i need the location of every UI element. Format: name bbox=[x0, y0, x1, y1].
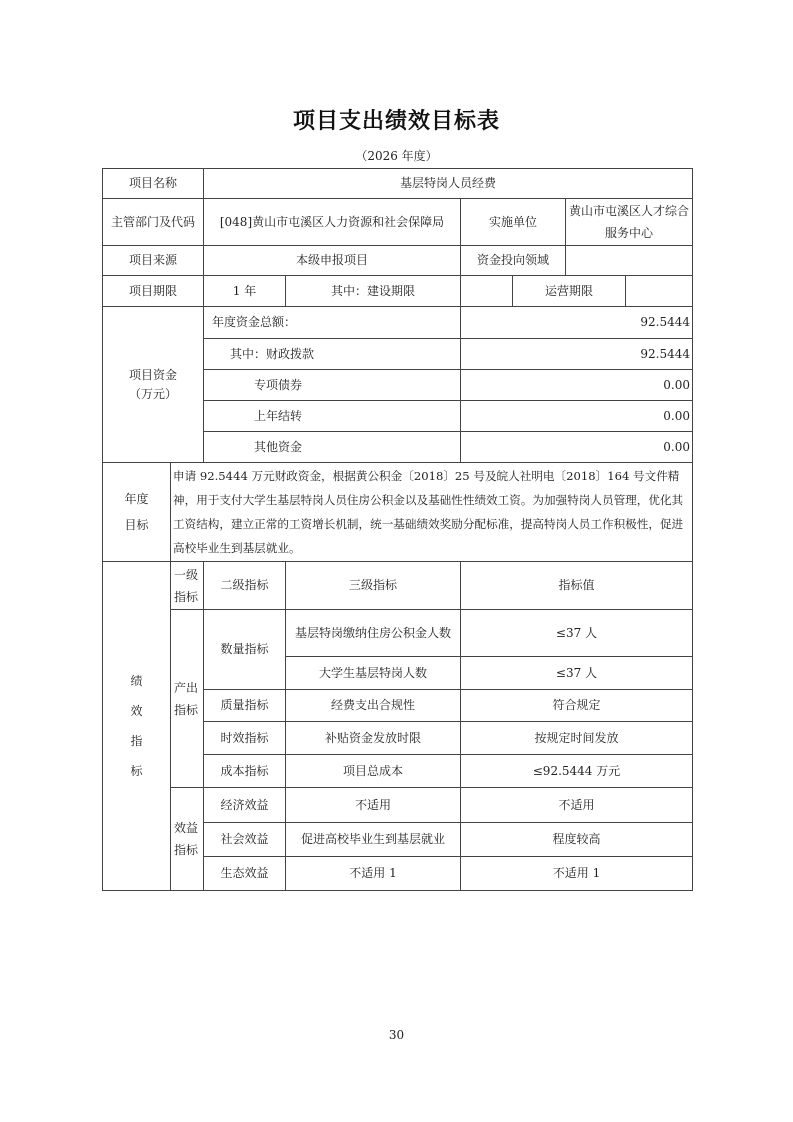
dept-label: 主管部门及代码 bbox=[103, 199, 204, 246]
period-label: 项目期限 bbox=[103, 276, 204, 307]
level3: 补贴资金发放时限 bbox=[286, 722, 461, 755]
header-value: 指标值 bbox=[461, 562, 693, 610]
performance-table bbox=[102, 168, 693, 891]
header-level1: 一级指标 bbox=[171, 562, 204, 610]
indicator-value: 符合规定 bbox=[461, 690, 693, 722]
goal-label-1: 年度 bbox=[124, 492, 149, 506]
row-project-name bbox=[103, 169, 693, 199]
level2: 时效指标 bbox=[204, 722, 286, 755]
level3: 促进高校毕业生到基层就业 bbox=[286, 823, 461, 857]
indicators-label-char: 绩 bbox=[130, 674, 143, 688]
build-value bbox=[461, 276, 513, 307]
row-goal bbox=[103, 463, 693, 562]
indicators-label-char: 效 bbox=[130, 704, 143, 718]
indicator-header-row bbox=[103, 562, 693, 610]
source-label: 项目来源 bbox=[103, 246, 204, 276]
indicator-value: ≤37 人 bbox=[461, 657, 693, 690]
indicator-value: 程度较高 bbox=[461, 823, 693, 857]
indicator-row bbox=[103, 610, 693, 657]
level3: 大学生基层特岗人数 bbox=[286, 657, 461, 690]
indicators-label-char: 指 bbox=[130, 734, 143, 748]
level2: 质量指标 bbox=[204, 690, 286, 722]
invest-value bbox=[566, 246, 693, 276]
operate-value bbox=[626, 276, 693, 307]
fund-label: 年度资金总额： bbox=[204, 307, 461, 339]
dept-value: [048]黄山市屯溪区人力资源和社会保障局 bbox=[204, 199, 461, 246]
level2: 经济效益 bbox=[204, 788, 286, 823]
fund-value: 0.00 bbox=[461, 370, 693, 401]
row-source bbox=[103, 246, 693, 276]
page-title: 项目支出绩效目标表 bbox=[292, 109, 500, 134]
fund-label: 其他资金 bbox=[204, 432, 461, 463]
indicator-value: 不适用 bbox=[461, 788, 693, 823]
operate-label: 运营期限 bbox=[513, 276, 626, 307]
impl-label: 实施单位 bbox=[461, 199, 566, 246]
source-value: 本级申报项目 bbox=[204, 246, 461, 276]
goal-label-2: 目标 bbox=[124, 518, 149, 532]
header-level3: 三级指标 bbox=[286, 562, 461, 610]
fund-row bbox=[103, 307, 693, 339]
impl-value: 黄山市屯溪区人才综合服务中心 bbox=[566, 199, 693, 246]
header-level2: 二级指标 bbox=[204, 562, 286, 610]
benefit-label: 效益指标 bbox=[171, 788, 204, 891]
output-label: 产出指标 bbox=[171, 610, 204, 788]
level2: 成本指标 bbox=[204, 755, 286, 788]
fund-label: 其中：财政拨款 bbox=[204, 339, 461, 370]
indicators-label-cell bbox=[103, 562, 171, 891]
indicator-value: 不适用 1 bbox=[461, 857, 693, 891]
row-dept bbox=[103, 199, 693, 246]
level2: 社会效益 bbox=[204, 823, 286, 857]
goal-label-cell bbox=[103, 463, 171, 562]
level3: 经费支出合规性 bbox=[286, 690, 461, 722]
indicators-label-char: 标 bbox=[130, 764, 143, 778]
funds-label: 项目资金 bbox=[128, 367, 177, 382]
project-name-value: 基层特岗人员经费 bbox=[204, 169, 693, 199]
fund-value: 0.00 bbox=[461, 401, 693, 432]
indicator-value: ≤37 人 bbox=[461, 610, 693, 657]
funds-label-cell bbox=[103, 307, 204, 463]
project-name-label: 项目名称 bbox=[103, 169, 204, 199]
quantity-label: 数量指标 bbox=[204, 610, 286, 690]
fund-value: 92.5444 bbox=[461, 307, 693, 339]
fund-value: 0.00 bbox=[461, 432, 693, 463]
fiscal-year: （2026 年度） bbox=[355, 149, 438, 163]
level3: 不适用 1 bbox=[286, 857, 461, 891]
level3: 项目总成本 bbox=[286, 755, 461, 788]
level2: 生态效益 bbox=[204, 857, 286, 891]
indicator-row bbox=[103, 788, 693, 823]
page-number: 30 bbox=[388, 1028, 405, 1042]
fund-label: 上年结转 bbox=[204, 401, 461, 432]
indicator-value: ≤92.5444 万元 bbox=[461, 755, 693, 788]
level3: 不适用 bbox=[286, 788, 461, 823]
build-label: 其中：建设期限 bbox=[286, 276, 461, 307]
row-period bbox=[103, 276, 693, 307]
fund-label: 专项债券 bbox=[204, 370, 461, 401]
goal-text: 申请 92.5444 万元财政资金，根据黄公积金〔2018〕25 号及皖人社明电〔2018〕164 号文件精神，用于支付大学生基层特岗人员住房公积金以及基础性性绩效工资。为加强特岗人员管理，优化其工资结构，建立正常的工资增长机制，统一基础绩效奖励分配标准，提高特岗人员工作积极性，促进高校毕业生到基层就业。 bbox=[171, 463, 693, 562]
indicator-value: 按规定时间发放 bbox=[461, 722, 693, 755]
level3: 基层特岗缴纳住房公积金人数 bbox=[286, 610, 461, 657]
invest-label: 资金投向领域 bbox=[461, 246, 566, 276]
fund-value: 92.5444 bbox=[461, 339, 693, 370]
funds-unit: （万元） bbox=[128, 386, 177, 401]
period-value: 1 年 bbox=[204, 276, 286, 307]
